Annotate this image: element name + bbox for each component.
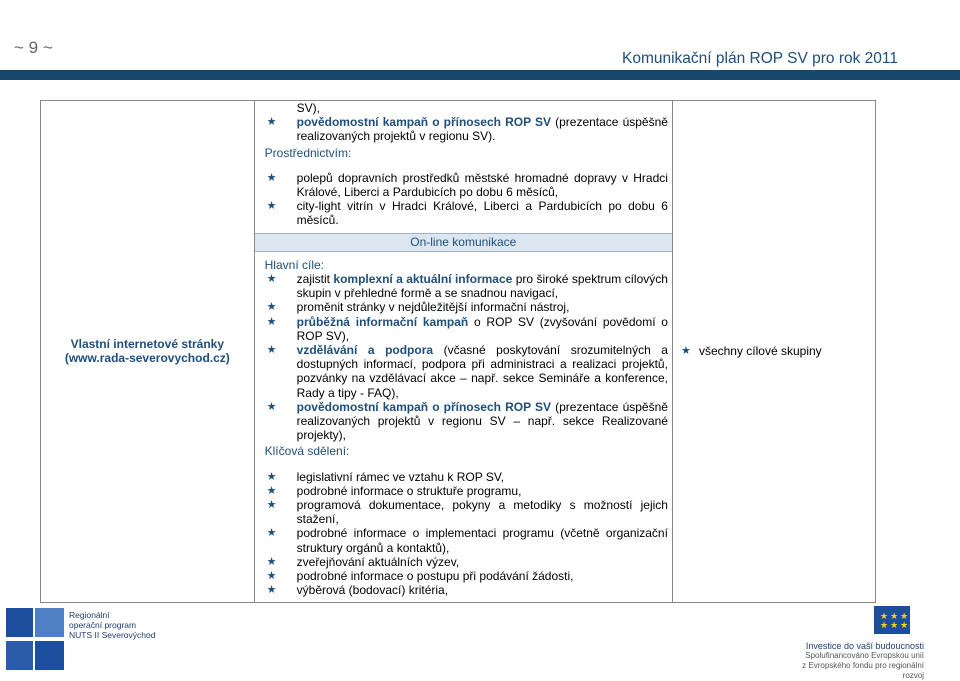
highlight-text: průběžná informační kampaň <box>296 314 469 329</box>
eu-logo-line: z Evropského fondu pro regionální rozvoj <box>802 661 924 680</box>
channel-cell <box>41 101 255 603</box>
list-item: ★ podrobné informace o struktuře programu, <box>265 484 668 498</box>
eu-logo-line: Investice do vaší budoucnosti <box>805 641 924 651</box>
list-item <box>265 272 668 300</box>
messages-label: Klíčová sdělení: <box>264 444 350 459</box>
rop-logo-line: Regionální <box>69 610 110 620</box>
eu-flag-icon: ★★★ ★★★ <box>874 606 910 634</box>
messages-list <box>265 470 668 598</box>
page-number: ~ 9 ~ <box>14 38 53 57</box>
content-cell <box>254 101 672 603</box>
list-item: ★ polepů dopravních prostředků městské hromadné dopravy v Hradci Králové, Liberci a Pardubicích po dobu 6 měsíců, <box>265 171 668 199</box>
eu-logo-line: Spolufinancováno Evropskou unií <box>805 651 924 660</box>
list-item <box>265 400 668 443</box>
goals-label: Hlavní cíle: <box>264 257 324 272</box>
table-row <box>41 101 876 603</box>
list-item: ★ legislativní rámec ve vztahu k ROP SV, <box>265 470 668 484</box>
highlight-text: komplexní a aktuální informace <box>333 272 513 287</box>
list-item: ★ city-light vitrín v Hradci Králové, Liberci a Pardubicích po dobu 6 měsíců. <box>265 199 668 227</box>
item-text: zajistit <box>296 272 334 287</box>
highlight-text: povědomostní kampaň o přínosech ROP SV <box>296 399 551 414</box>
list-item: ★ programová dokumentace, pokyny a metodiky s možností jejich stažení, <box>265 498 668 526</box>
communication-plan-table <box>40 100 876 603</box>
item-text: (prezentace úspěšně realizovaných projektů v regionu SV – např. sekce Realizované projekty), <box>296 399 668 443</box>
list-item: ★ zveřejňování aktuálních výzev, <box>265 555 668 569</box>
list-item: ★ podrobné informace o postupu při podávání žádosti, <box>265 569 668 583</box>
top-list <box>265 115 668 143</box>
channel-name: Vlastní internetové stránky (www.rada-severovychod.cz) <box>64 337 230 366</box>
rop-logo-line: NUTS II Severovýchod <box>69 630 156 640</box>
item-text: (prezentace úspěšně realizovaných projektů v regionu SV). <box>296 115 668 144</box>
list-item <box>265 115 668 143</box>
list-item: ★ výběrová (bodovací) kritéria, <box>265 583 668 597</box>
audience-cell <box>672 101 875 603</box>
item-text: pro široké spektrum cílových skupin v přehledné formě a se snadnou navigací, <box>296 272 668 301</box>
audience-text: ★ všechny cílové skupiny <box>673 344 875 358</box>
through-list <box>265 171 668 228</box>
rop-flag-icon <box>6 608 33 637</box>
highlight-text: vzdělávání a podpora <box>296 343 434 358</box>
continuation-text: SV), <box>296 101 320 115</box>
section-title: On-line komunikace <box>255 233 672 252</box>
header-rule <box>0 70 960 80</box>
through-label: Prostřednictvím: <box>264 145 352 160</box>
list-item: ★ podrobné informace o implementaci programu (včetně organizační struktury orgánů a kontaktů), <box>265 526 668 554</box>
item-text: (včasné poskytování srozumitelných a dostupných informací, podpora při administraci a realizaci projektů, pozvánky na vzdělávací akce – např. sekce Semináře a konference, Rady a tipy - FAQ), <box>296 343 668 400</box>
item-text: proměnit stránky v nejdůležitější informační nástroj, <box>296 300 570 315</box>
rop-logo-line: operační program <box>69 620 137 630</box>
list-item <box>265 315 668 343</box>
list-item <box>265 300 668 314</box>
highlight-text: povědomostní kampaň o přínosech ROP SV <box>296 115 551 130</box>
item-text: o ROP SV (zvyšování povědomí o ROP SV), <box>296 314 668 343</box>
goals-list <box>265 272 668 442</box>
list-item <box>265 343 668 400</box>
document-title: Komunikační plán ROP SV pro rok 2011 <box>622 50 898 67</box>
rop-logo <box>6 608 155 670</box>
eu-logo <box>788 606 924 681</box>
